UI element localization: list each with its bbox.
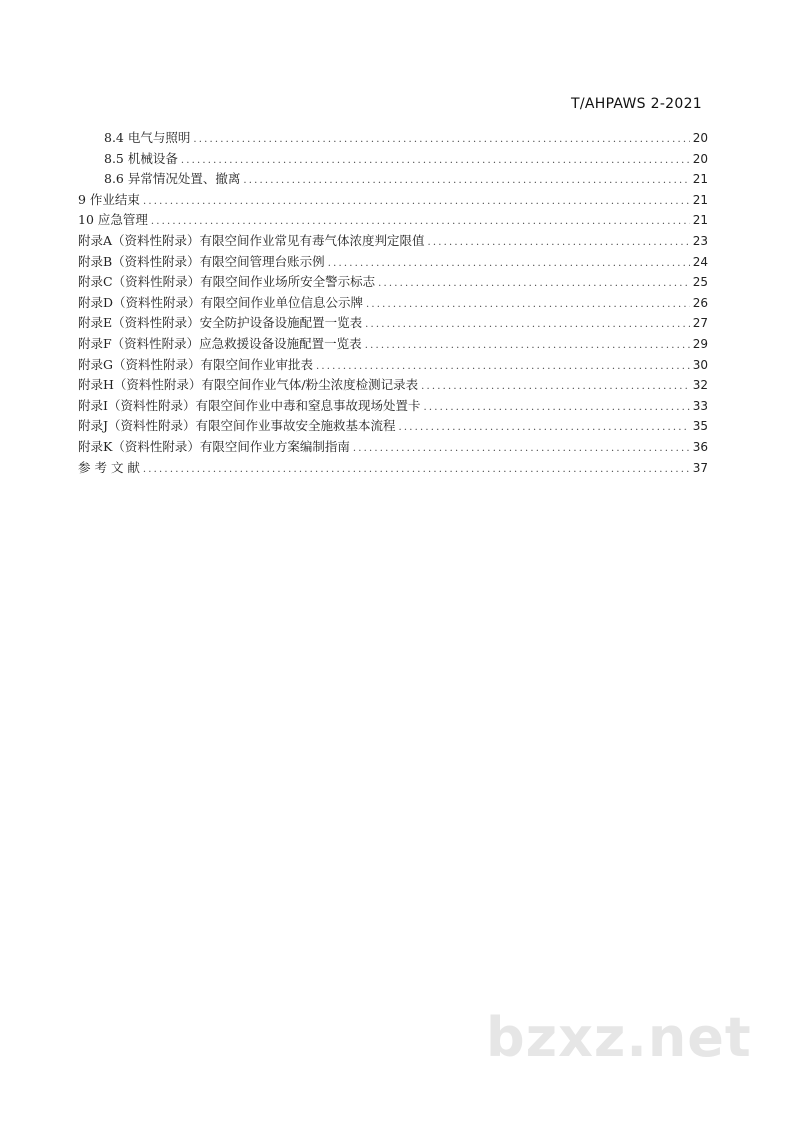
toc-entry[interactable] [78,210,708,231]
toc-entry-label: 附录K（资料性附录）有限空间作业方案编制指南 [78,438,350,454]
toc-entry[interactable] [78,375,708,396]
toc-entry[interactable] [78,231,708,252]
toc-leader-dots [365,336,690,357]
toc-entry-page: 27 [692,316,708,331]
toc-leader-dots [365,315,690,336]
toc-entry[interactable] [78,396,708,417]
toc-leader-dots [423,398,689,419]
toc-leader-dots [399,418,690,439]
toc-entry-label: 附录B（资料性附录）有限空间管理台账示例 [78,253,325,269]
toc-entry-page: 29 [692,336,708,351]
toc-leader-dots [421,377,690,398]
toc-entry-label: 附录E（资料性附录）安全防护设备设施配置一览表 [78,315,363,331]
toc-entry-page: 36 [692,439,708,454]
toc-entry-label: 附录D（资料性附录）有限空间作业单位信息公示牌 [78,294,364,310]
watermark: bzxz.net [486,1006,752,1069]
toc-leader-dots [193,130,689,151]
toc-entry-page: 21 [692,192,708,207]
toc-leader-dots [243,171,689,192]
toc-entry-label: 附录J（资料性附录）有限空间作业事故安全施救基本流程 [78,418,396,434]
toc-entry[interactable] [78,416,708,437]
toc-entry-page: 35 [692,419,708,434]
toc-entry-page: 33 [692,398,708,413]
toc-entry[interactable] [78,252,708,273]
toc-leader-dots [151,212,690,233]
toc-entry-label: 参 考 文 献 [78,459,140,475]
toc-entry-label: 附录H（资料性附录）有限空间作业气体/粉尘浓度检测记录表 [78,377,419,393]
toc-entry[interactable] [78,272,708,293]
toc-entry-label: 10 应急管理 [78,212,148,228]
toc-leader-dots [181,151,690,172]
toc-entry-label: 9 作业结束 [78,191,140,207]
toc-entry[interactable] [78,458,708,479]
toc-entry-page: 20 [692,151,708,166]
toc-entry-label: 8.4 电气与照明 [104,130,191,145]
toc-leader-dots [143,460,690,481]
toc-leader-dots [378,274,690,295]
toc-entry-page: 21 [692,172,708,187]
toc-entry-page: 20 [692,131,708,145]
toc-entry-page: 26 [692,295,708,310]
toc-entry-page: 30 [692,357,708,372]
toc-entry-label: 附录I（资料性附录）有限空间作业中毒和窒息事故现场处置卡 [78,397,421,413]
toc-leader-dots [316,357,690,378]
toc-entry-label: 附录F（资料性附录）应急救援设备设施配置一览表 [78,335,362,351]
toc-leader-dots [366,295,690,316]
toc-entry[interactable] [78,355,708,376]
toc-entry-page: 25 [692,275,708,290]
toc-leader-dots [328,254,690,275]
toc-leader-dots [143,192,690,213]
toc-entry-page: 24 [692,254,708,269]
toc-entry-label: 附录C（资料性附录）有限空间作业场所安全警示标志 [78,274,376,290]
toc-entry[interactable] [78,190,708,211]
toc-entry[interactable] [78,293,708,314]
document-code: T/AHPAWS 2-2021 [571,96,702,112]
toc-entry-label: 附录G（资料性附录）有限空间作业审批表 [78,356,313,372]
toc-entry[interactable] [78,149,708,170]
toc-entry-label: 8.5 机械设备 [104,150,178,166]
toc-entry-page: 32 [692,378,708,393]
toc-entry-page: 37 [692,460,708,475]
toc-entry[interactable] [78,334,708,355]
toc-entry[interactable] [78,169,708,190]
toc-entry-page: 21 [692,213,708,228]
toc-entry[interactable] [78,437,708,458]
toc-entry-label: 附录A（资料性附录）有限空间作业常见有毒气体浓度判定限值 [78,232,425,248]
toc-leader-dots [428,233,690,254]
toc-leader-dots [353,439,690,460]
toc-entry-label: 8.6 异常情况处置、撤离 [104,171,241,187]
toc-entry[interactable] [78,313,708,334]
toc-entry-page: 23 [692,233,708,248]
table-of-contents [78,128,708,478]
toc-entry[interactable] [78,128,708,149]
